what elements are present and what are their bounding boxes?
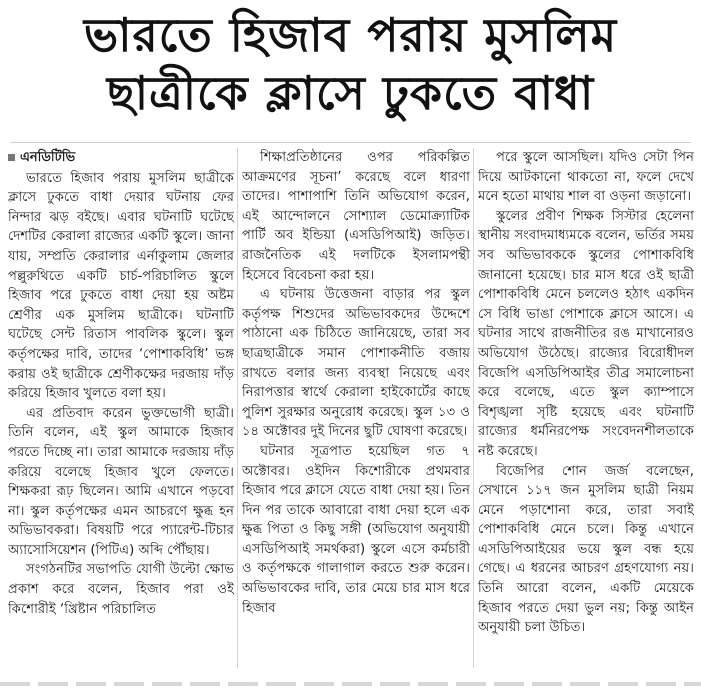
byline-text: এনডিটিভি [20,150,76,165]
article-column-2 [242,148,470,673]
bottom-edge-rule [0,682,701,686]
paragraph: এর প্রতিবাদ করেন ভুক্তভোগী ছাত্রী। তিনি বলেন, এই স্কুল আমাকে হিজাব পরতে দিচ্ছে না। তারা আমাকে দরজায় দাঁড় করিয়ে বলেছে হিজাব খুলে ফেলতে। শিক্ষকরা রূঢ় ছিলেন। আমি এখানে পড়বো না। স্কুল কর্তৃপক্ষের এমন আচরণে ক্ষুব্ধ হন অভিভাবকরা। বিষয়টি পরে প্যারেন্ট-টিচার অ্যাসোসিয়েশন (পিটিএ) অব্দি পৌঁছায়। [8,405,234,558]
column-separator [473,148,474,668]
article-column-3 [478,148,694,673]
column-separator [237,148,238,668]
article-column-1 [8,148,234,673]
byline [8,148,234,168]
paragraph: শিক্ষাপ্রতিষ্ঠানের ওপর পরিকল্পিত আক্রমণের সূচনা’ করেছে বলে ধারণা তাদের। পাশাপাশি তিনি অভিযোগ করেন, এই আন্দোলনে সোশ্যাল ডেমোক্র্যাটিক পার্টি অব ইন্ডিয়া (এসডিপিআই) জড়িত। রাজনৈতিক এই দলটিকে ইসলামপন্থী হিসেবে বিবেচনা করা হয়। [242,150,470,283]
paragraph: ভারতে হিজাব পরায় মুসলিম ছাত্রীকে ক্লাসে ঢুকতে বাধা দেয়ার ঘটনায় ফের নিন্দার ঝড় বইছে। এবার ঘটনাটি ঘটেছে দেশটির কেরালা রাজ্যের একটি স্কুলে। জানা যায়, সম্প্রতি কেরালার এর্নাকুলাম জেলার পল্লুরুথিতে একটি চার্চ-পরিচালিত স্কুলে হিজাব পরে ঢুকতে বাধা দেয়া হয় অষ্টম শ্রেণীর এক মুসলিম ছাত্রীকে। ঘটনাটি ঘটেছে সেন্ট রিতাস পাবলিক স্কুলে। স্কুল কর্তৃপক্ষের দাবি, তাদের ‘পোশাকবিধি’ ভঙ্গ করায় ওই ছাত্রীকে শ্রেণীকক্ষের দরজায় দাঁড় করিয়ে হিজাব খুলতে বলা হয়। [8,170,234,402]
headline-line-2: ছাত্রীকে ক্লাসে ঢুকতে বাধা [106,66,595,120]
paragraph: স্কুলের প্রবীণ শিক্ষক সিস্টার হেলেনা স্থানীয় সংবাদমাধ্যমকে বলেন, ভর্তির সময় সব অভিভাবককে স্কুলের পোশাকবিধি জানানো হয়েছে। চার মাস ধরে ওই ছাত্রী পোশাকবিধি মেনে চললেও হঠাৎ একদিন সে বিধি ভাঙা পোশাকে ক্লাসে আসে। এ ঘটনার সাথে রাজনীতির রঙ মাখানোরও অভিযোগ উঠেছে। রাজ্যের বিরোধীদল বিজেপি এসডিপিআইর তীব্র সমালোচনা করে বলেছে, এতে স্কুল ক্যাম্পাসে বিশৃঙ্খলা সৃষ্টি হয়েছে এবং ঘটনাটি রাজ্যের ধর্মনিরপেক্ষ সংবেদনশীলতাকে নষ্ট করেছে। [478,208,694,459]
paragraph: বিজেপির শোন জর্জ বলেছেন, সেখানে ১১৭ জন মুসলিম ছাত্রী নিয়ম মেনে পড়াশোনা করে, তারা সবাই পোশাকবিধি মেনে চলে। কিন্তু এখানে এসডিপিআইয়ের ভয়ে স্কুল বন্ধ হয়ে গেছে। এ ধরনের আচরণ গ্রহণযোগ্য নয়। তিনি আরো বলেন, একটি মেয়েকে হিজাব পরতে দেয়া ভুল নয়; কিন্তু আইন অনুযায়ী চলা উচিত। [478,463,694,636]
headline [0,6,701,122]
paragraph: সংগঠনটির সভাপতি যোগী উল্টো ক্ষোভ প্রকাশ করে বলেন, হিজাব পরা ওই কিশোরীই ‘খ্রিষ্টান পরিচালিত [8,562,234,617]
headline-divider [10,142,691,143]
bullet-icon [8,154,15,161]
paragraph: এ ঘটনায় উত্তেজনা বাড়ার পর স্কুল কর্তৃপক্ষ শিশুদের অভিভাবকদের উদ্দেশে পাঠানো এক চিঠিতে জানিয়েছে, তারা সব ছাত্রছাত্রীকে সমান পোশাকনীতি বজায় রাখতে বলার জন্য ব্যবস্থা নিয়েছে এবং নিরাপত্তার স্বার্থে কেরালা হাইকোর্টের কাছে পুলিশ সুরক্ষার অনুরোধ করেছে। স্কুল ১৩ ও ১৪ অক্টোবর দুই দিনের ছুটি ঘোষণা করেছে। [242,287,470,440]
paragraph: পরে স্কুলে আসছিল। যদিও সেটা পিন দিয়ে আটকানো থাকতো না, ফলে দেখে মনে হতো মাথায় শাল বা ওড়না জড়ানো। [478,150,694,205]
headline-line-1: ভারতে হিজাব পরায় মুসলিম [83,8,618,62]
paragraph: ঘটনার সূত্রপাত হয়েছিল গত ৭ অক্টোবর। ওইদিন কিশোরীকে প্রথমবার হিজাব পরে ক্লাসে যেতে বাধা দেয়া হয়। তিন দিন পর তাকে আবারো বাধা দেয়া হলে এক ক্ষুব্ধ পিতা ও কিছু সঙ্গী (অভিযোগ অনুযায়ী এসডিপিআই সমর্থকরা) স্কুলে এসে কর্মচারী ও কর্তৃপক্ষকে গালাগাল করতে শুরু করেন। অভিভাবকের দাবি, তার মেয়ে চার মাস ধরে হিজাব [242,443,470,616]
